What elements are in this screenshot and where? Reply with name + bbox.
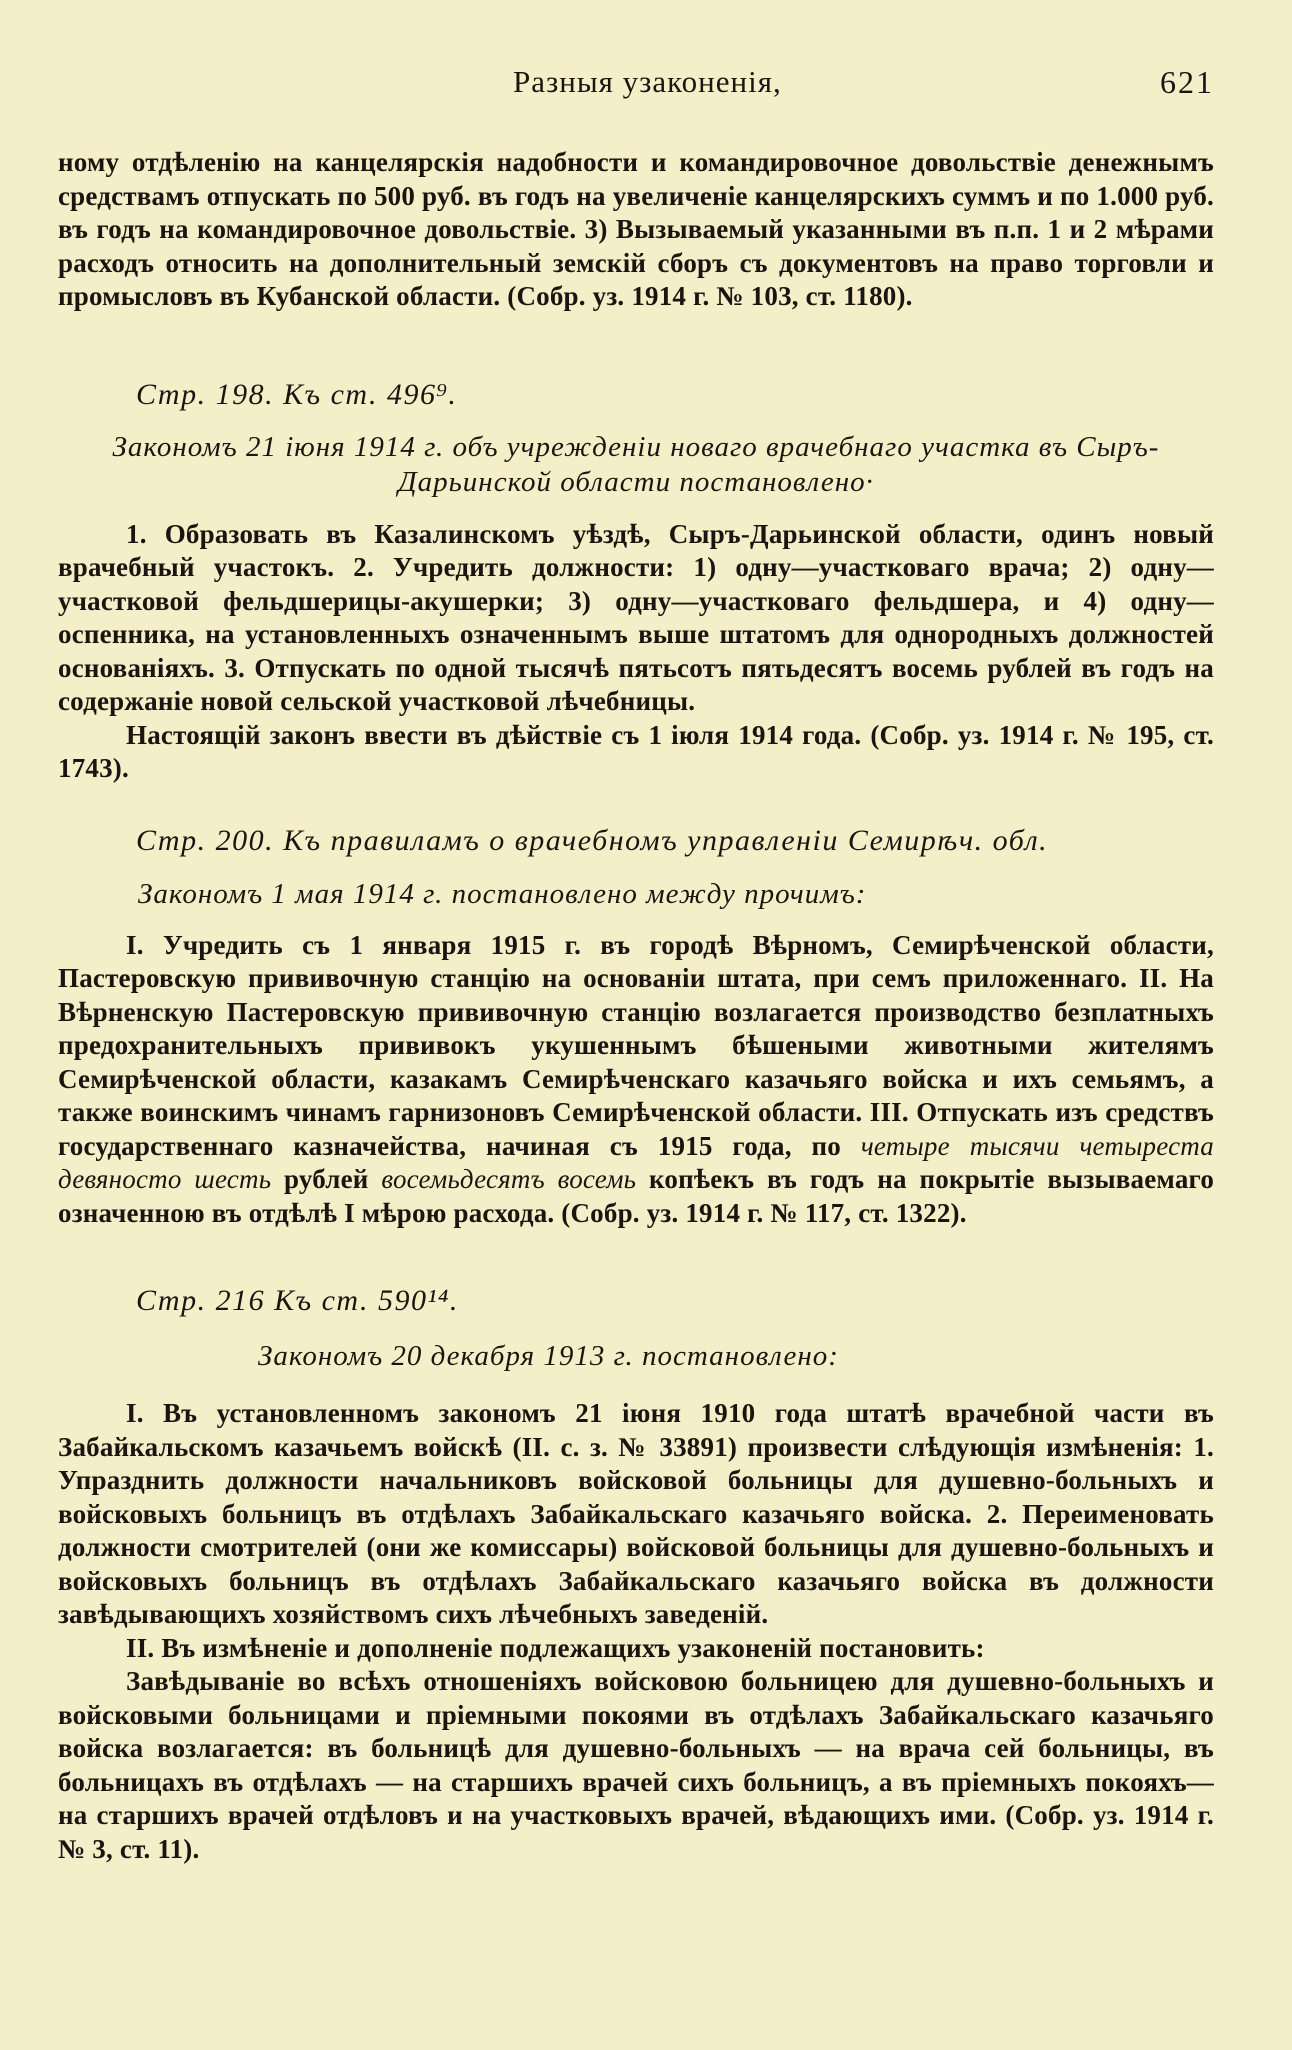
pasteur-amount-kopecks: восемьдесятъ восемь <box>381 1164 637 1194</box>
running-head <box>58 56 1214 112</box>
paragraph-continuation: ному отдѣленію на канцелярскія надобности и командировочное довольствіе денежнымъ средствамъ отпускать по 500 руб. въ годъ на увеличеніе канцелярскихъ суммъ и по 1.000 руб. въ годъ на командировочное довольствіе. 3) Вызываемый указанными въ п.п. 1 и 2 мѣрами расходъ относить на дополнительный земскій сборъ съ документовъ на право торговли и промысловъ въ Кубанской области. (Собр. уз. 1914 г. № 103, ст. 1180). <box>58 147 1214 311</box>
pasteur-text-2: копѣекъ въ годъ на покрытіе вызываемаго означенною въ отдѣлѣ I мѣрою расхода. (Собр. уз. 1914 г. № 117, ст. 1322). <box>58 1164 1215 1228</box>
paragraph-hospital-management: Завѣдываніе во всѣхъ отношеніяхъ войсковою больницею для душевно-больныхъ и войсковыми больницами и пріемными покоями въ отдѣлахъ Забайкальскаго казачьяго войска возлагается: въ больницѣ для душевно-больныхъ — на врача сей больницы, въ больницахъ въ отдѣлахъ — на старшихъ врачей сихъ больницъ, а въ пріемныхъ покояхъ—на старшихъ врачей отдѣловъ и на участковыхъ врачей, вѣдающихъ ими. (Собр. уз. 1914 г. № 3, ст. 11). <box>58 1666 1214 1864</box>
law-heading-1-may-1914: Закономъ 1 мая 1914 г. постановлено между прочимъ: <box>138 877 867 910</box>
running-title: Разныя узаконенія, <box>513 64 782 99</box>
pasteur-amount-rubles: четыре тысячи четыреста девяносто шесть <box>58 1130 1214 1194</box>
law-heading-21-june-1914: Закономъ 21 іюня 1914 г. объ учрежденіи новаго врачебнаго участка въ Сыръ-Дарьинской области постановлено· <box>112 430 1160 498</box>
paragraph-effective-date: Настоящій законъ ввести въ дѣйствіе съ 1 іюля 1914 года. (Собр. уз. 1914 г. № 195, ст. 1743). <box>58 719 1214 783</box>
page-number: 621 <box>1160 64 1214 100</box>
law-heading-20-december-1913: Закономъ 20 декабря 1913 г. постановлено: <box>258 1340 839 1372</box>
section-heading-200: Стр. 200. Къ правиламъ о врачебномъ управленіи Семирѣч. обл. <box>136 823 1049 857</box>
paragraph-resolution: II. Въ измѣненіе и дополненіе подлежащихъ узаконеній постановить: <box>126 1632 985 1663</box>
paragraph-zabaikal-changes: I. Въ установленномъ закономъ 21 іюня 1910 года штатѣ врачебной части въ Забайкальскомъ казачьемъ войскѣ (II. с. з. № 33891) произвести слѣдующія измѣненія: 1. Упразднить должности начальниковъ войсковой больницы для душевно-больныхъ и войсковыхъ больницъ въ отдѣлахъ Забайкальскаго казачьяго войска. 2. Переименовать должности смотрителей (они же комиссары) войсковой больницы для душевно-больныхъ и войсковыхъ больницъ въ отдѣлахъ Забайкальскаго казачьяго войска въ должности завѣдывающихъ хозяйствомъ сихъ лѣчебныхъ заведеній. <box>58 1398 1214 1629</box>
paragraph-pasteur-station <box>58 929 1214 1231</box>
pasteur-text-1: I. Учредить съ 1 января 1915 г. въ городѣ Вѣрномъ, Семирѣченской области, Пастеровскую прививочную станцію на основаніи штата, при семъ приложеннаго. II. На Вѣрненскую Пастеровскую прививочную станцію возлагается производство безплатныхъ предохранительныхъ прививокъ укушеннымъ бѣшеными животными жителямъ Семирѣченской области, казакамъ Семирѣченскаго казачьяго войска и ихъ семьямъ, а также воинскимъ чинамъ гарнизоновъ Семирѣченской области. III. Отпускать изъ средствъ государственнаго казначейства, начиная съ 1915 года, по <box>58 929 1214 1161</box>
paragraph-syr-darya-district: 1. Образовать въ Казалинскомъ уѣздѣ, Сыръ-Дарьинской области, одинъ новый врачебный участокъ. 2. Учредить должности: 1) одну—участковаго врача; 2) одну—участковой фельдшерицы-акушерки; 3) одну—участковаго фельдшера, и 4) одну—оспенника, на установленныхъ означеннымъ выше штатомъ для однородныхъ должностей основаніяхъ. 3. Отпускать по одной тысячѣ пятьсотъ пятьдесятъ восемь рублей въ годъ на содержаніе новой сельской участковой лѣчебницы. <box>58 518 1214 716</box>
section-heading-216: Стр. 216 Къ ст. 590¹⁴. <box>136 1284 459 1317</box>
section-heading-198: Стр. 198. Къ ст. 496⁹. <box>136 377 458 411</box>
pasteur-text-rubles: рублей <box>284 1164 369 1194</box>
